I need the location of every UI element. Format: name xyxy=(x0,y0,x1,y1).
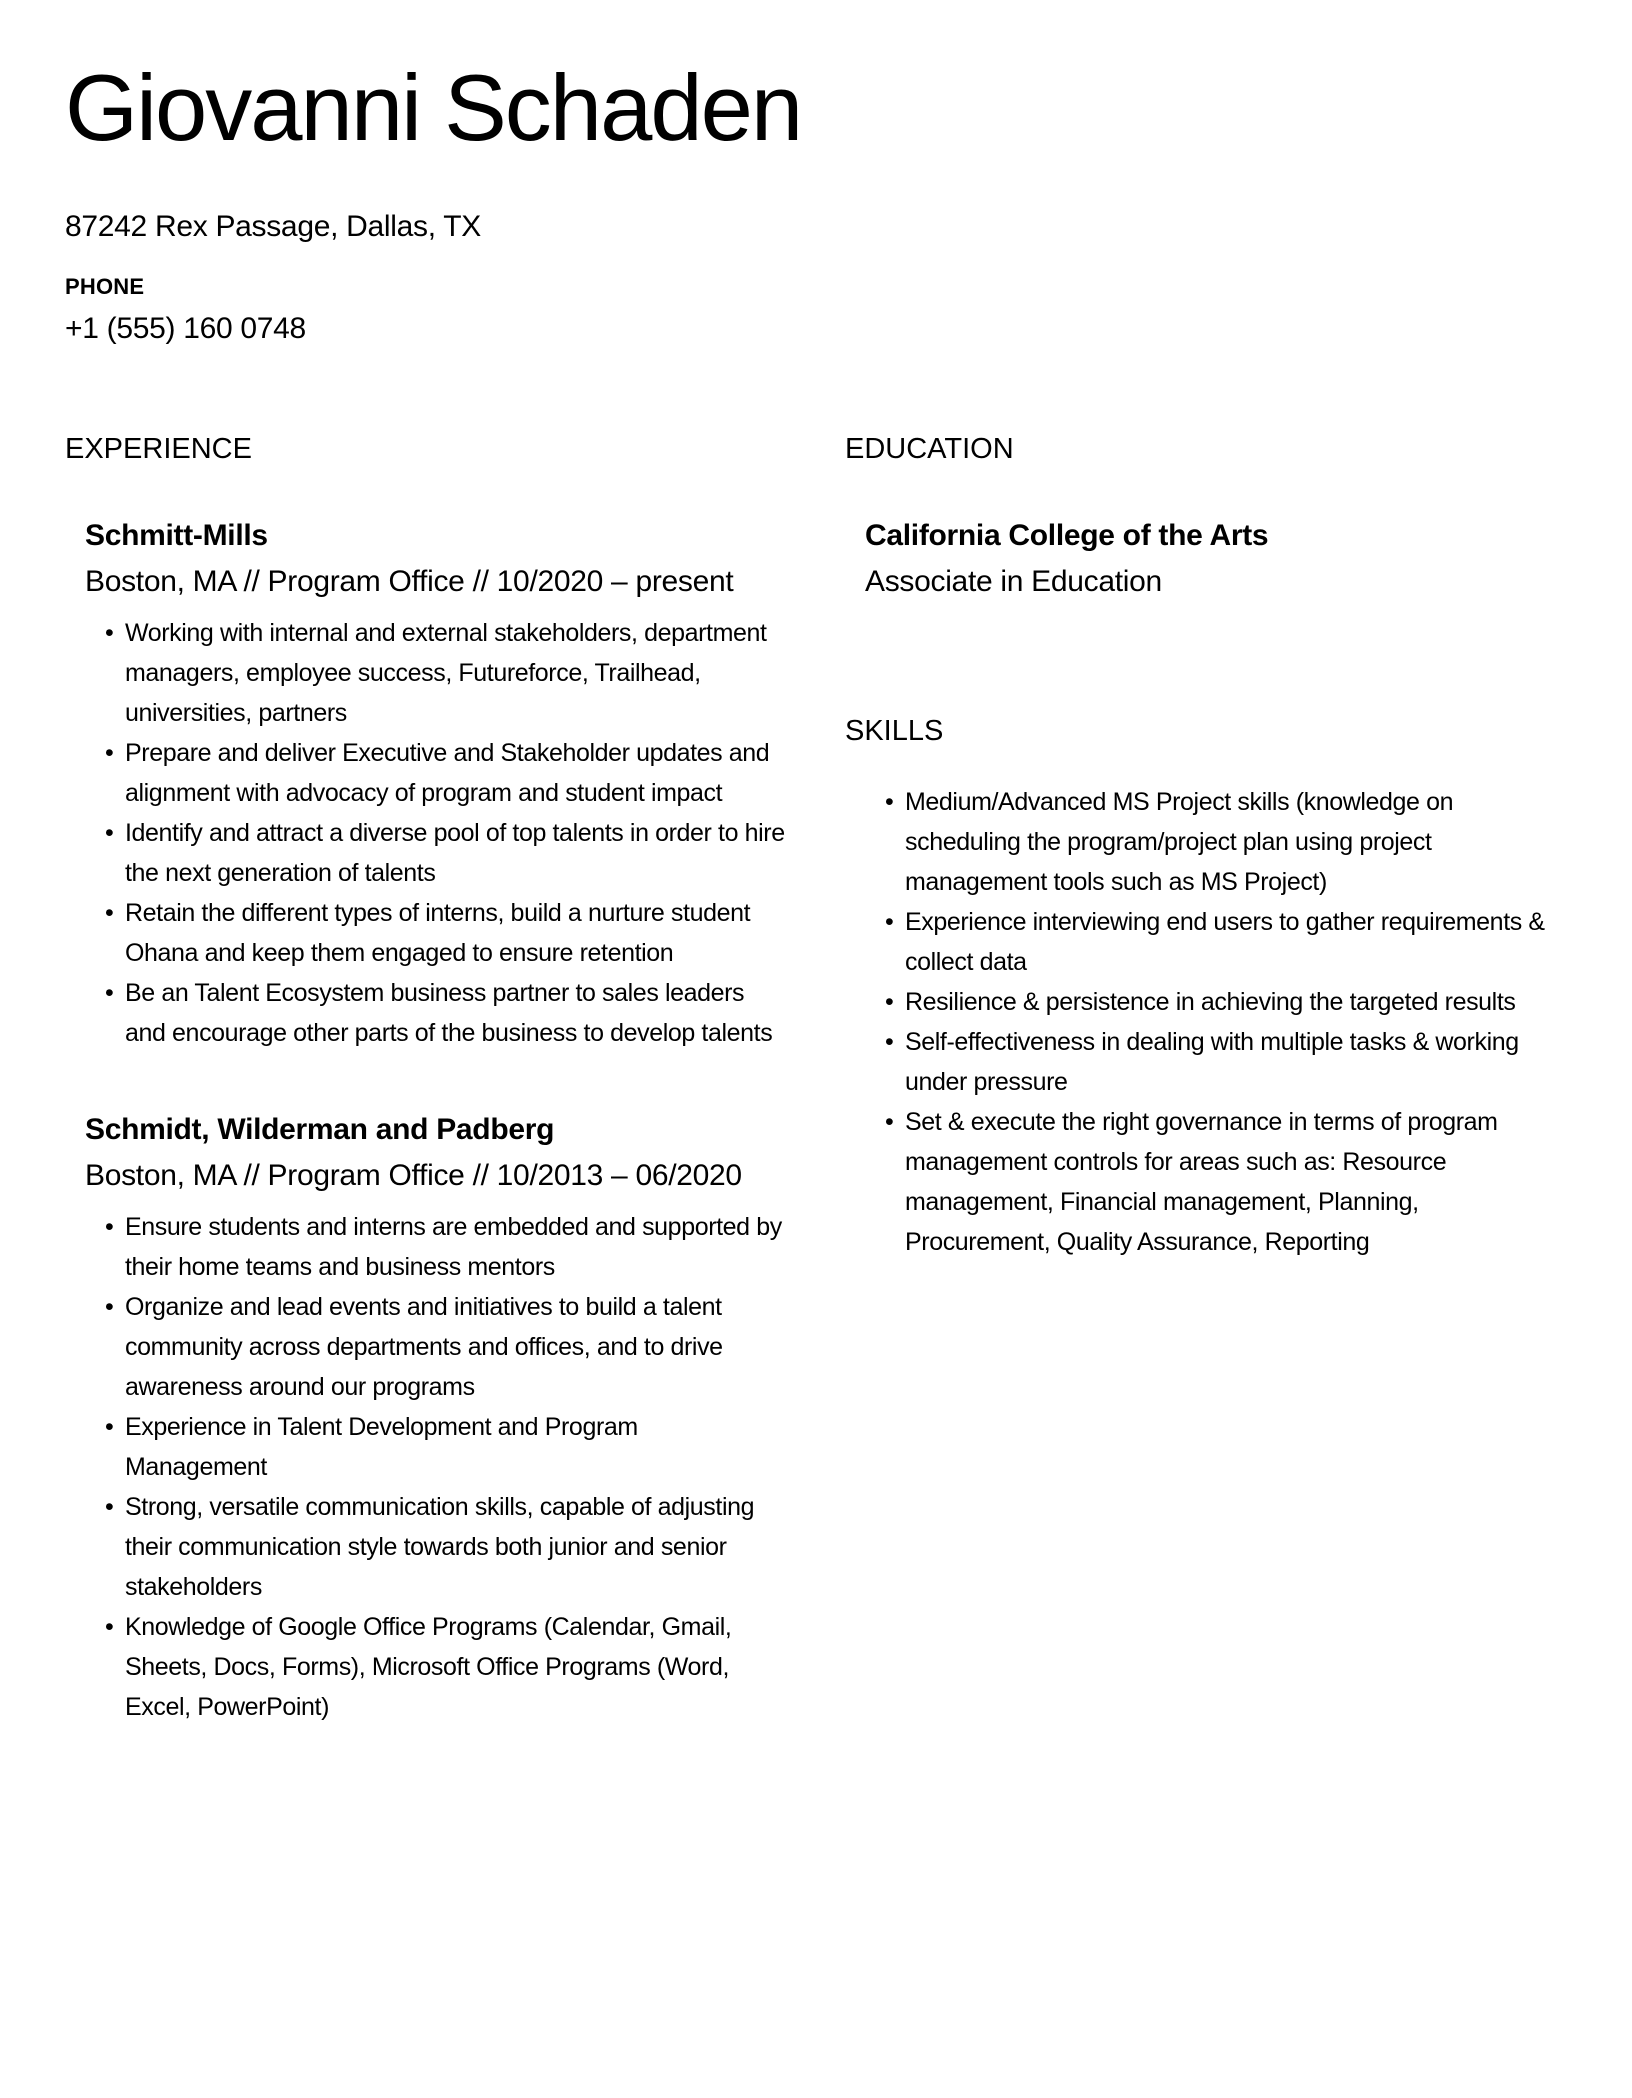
person-address: 87242 Rex Passage, Dallas, TX xyxy=(65,209,481,243)
job-bullet-item: • Prepare and deliver Executive and Stakeholder updates and alignment with advocacy of program and student impact xyxy=(125,733,785,813)
phone-value: +1 (555) 160 0748 xyxy=(65,311,306,345)
job-bullet-item: • Experience in Talent Development and Program Management xyxy=(125,1407,785,1487)
left-column xyxy=(65,434,785,1727)
job-bullet-item: • Knowledge of Google Office Programs (Calendar, Gmail, Sheets, Docs, Forms), Microsoft Office Programs (Word, Excel, PowerPoint) xyxy=(125,1607,785,1727)
job-entry xyxy=(85,1113,785,1727)
school-degree: Associate in Education xyxy=(865,564,1162,598)
school-name: California College of the Arts xyxy=(865,518,1269,552)
skill-bullet-item: • Resilience & persistence in achieving the targeted results xyxy=(905,982,1570,1022)
job-bullet-list xyxy=(85,613,785,1053)
section-education xyxy=(845,434,1570,599)
skill-bullet-item: • Set & execute the right governance in terms of program management controls for areas such as: Resource management, Financial management, Planning, Procurement, Quality Assurance, Reporting xyxy=(905,1102,1570,1262)
job-bullet-item: • Organize and lead events and initiatives to build a talent community across departments and offices, and to drive awareness around our programs xyxy=(125,1287,785,1407)
job-bullet-item: • Retain the different types of interns, build a nurture student Ohana and keep them engaged to ensure retention xyxy=(125,893,785,973)
phone-label: PHONE xyxy=(65,273,145,299)
skills-list xyxy=(865,782,1570,1262)
job-bullet-item: • Be an Talent Ecosystem business partner to sales leaders and encourage other parts of the business to develop talents xyxy=(125,973,785,1053)
education-entries xyxy=(845,519,1570,599)
job-bullet-item: • Working with internal and external stakeholders, department managers, employee success, Futureforce, Trailhead, universities, partners xyxy=(125,613,785,733)
right-column xyxy=(845,434,1570,1262)
person-name: Giovanni Schaden xyxy=(65,55,802,160)
job-bullet-item: • Strong, versatile communication skills, capable of adjusting their communication style towards both junior and senior stakeholders xyxy=(125,1487,785,1607)
section-skills xyxy=(845,716,1570,1262)
skill-bullet-item: • Experience interviewing end users to gather requirements & collect data xyxy=(905,902,1570,982)
experience-entries xyxy=(65,519,785,1727)
job-bullet-item: • Ensure students and interns are embedded and supported by their home teams and business mentors xyxy=(125,1207,785,1287)
experience-section-title: EXPERIENCE xyxy=(65,432,252,465)
job-entry xyxy=(85,519,785,1053)
school-entry xyxy=(865,519,1570,599)
section-experience xyxy=(65,434,785,1727)
education-section-title: EDUCATION xyxy=(845,432,1014,465)
job-company: Schmidt, Wilderman and Padberg xyxy=(85,1112,555,1146)
job-meta: Boston, MA // Program Office // 10/2020 – present xyxy=(85,564,734,598)
job-bullet-list xyxy=(85,1207,785,1727)
skills-section-title: SKILLS xyxy=(845,714,944,747)
job-meta: Boston, MA // Program Office // 10/2013 – 06/2020 xyxy=(85,1158,742,1192)
skill-bullet-item: • Medium/Advanced MS Project skills (knowledge on scheduling the program/project plan using project management tools such as MS Project) xyxy=(905,782,1570,902)
content-columns xyxy=(65,434,1570,1727)
job-company: Schmitt-Mills xyxy=(85,518,268,552)
skill-bullet-item: • Self-effectiveness in dealing with multiple tasks & working under pressure xyxy=(905,1022,1570,1102)
job-bullet-item: • Identify and attract a diverse pool of top talents in order to hire the next generation of talents xyxy=(125,813,785,893)
header xyxy=(65,55,1570,346)
